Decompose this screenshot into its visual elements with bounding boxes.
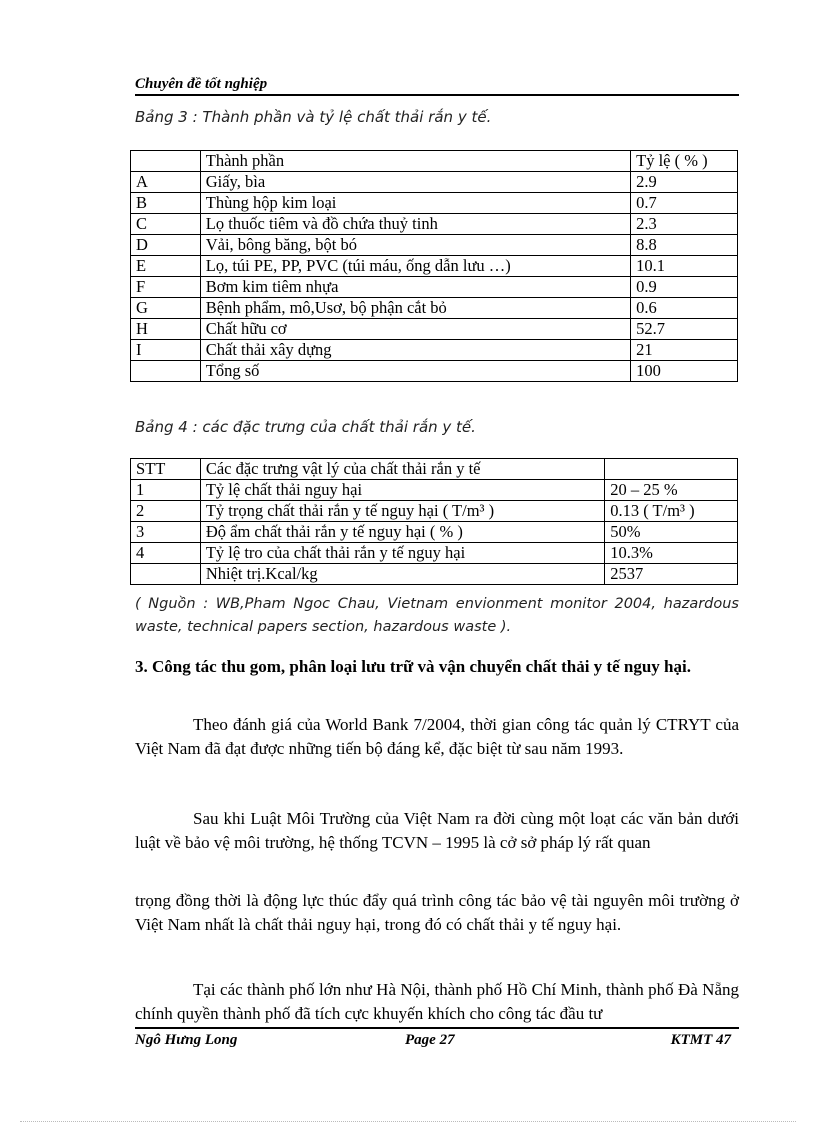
table-cell: Thùng hộp kim loại [200, 193, 630, 214]
table-cell: 0.9 [631, 277, 738, 298]
table-row [131, 522, 738, 543]
footer-class: KTMT 47 [670, 1032, 731, 1048]
page-header: Chuyên đề tốt nghiệp [135, 76, 739, 96]
table3-composition [130, 150, 738, 382]
table-cell: 10.3% [605, 543, 738, 564]
table-row [131, 480, 738, 501]
body-paragraph: Theo đánh giá của World Bank 7/2004, thời gian công tác quản lý CTRYT của Việt Nam đã đạt được những tiến bộ đáng kể, đặc biệt từ sau năm 1993. [135, 715, 739, 758]
table-row [131, 543, 738, 564]
table-cell: Độ ẩm chất thải rắn y tế nguy hại ( % ) [200, 522, 604, 543]
table4-caption: Bảng 4 : các đặc trưng của chất thải rắn y tế. [135, 418, 476, 436]
table-cell [131, 361, 201, 382]
page-footer [135, 1027, 739, 1053]
table-cell: D [131, 235, 201, 256]
table-cell: STT [131, 459, 201, 480]
table-row [131, 501, 738, 522]
footer-author: Ngô Hưng Long [135, 1032, 238, 1048]
table-cell [605, 459, 738, 480]
table-cell: Chất hữu cơ [200, 319, 630, 340]
table-cell: H [131, 319, 201, 340]
body-paragraph: Sau khi Luật Môi Trường của Việt Nam ra đời cùng một loạt các văn bản dưới luật về bảo vệ môi trường, hệ thống TCVN – 1995 là cở sở pháp lý rất quan [135, 809, 739, 852]
table-row [131, 564, 738, 585]
source-citation: ( Nguồn : WB,Pham Ngoc Chau, Vietnam envionment monitor 2004, hazardous waste, technical papers section, hazardous waste ). [135, 596, 739, 635]
table-cell: E [131, 256, 201, 277]
table-cell: F [131, 277, 201, 298]
table-cell: 2537 [605, 564, 738, 585]
table-cell: G [131, 298, 201, 319]
table-cell: 10.1 [631, 256, 738, 277]
table-row [131, 235, 738, 256]
body-paragraph: Tại các thành phố lớn như Hà Nội, thành phố Hồ Chí Minh, thành phố Đà Nẵng chính quyền thành phố đã tích cực khuyến khích cho công tác đầu tư [135, 980, 739, 1023]
table-cell [131, 151, 201, 172]
table-cell: 20 – 25 % [605, 480, 738, 501]
footer-page-number: Page 27 [405, 1032, 455, 1048]
table-cell: C [131, 214, 201, 235]
table-cell: 2 [131, 501, 201, 522]
table-cell: A [131, 172, 201, 193]
table-cell: Tỷ lệ tro của chất thải rắn y tế nguy hại [200, 543, 604, 564]
table-row [131, 319, 738, 340]
table-cell: 50% [605, 522, 738, 543]
table-header-row [131, 459, 738, 480]
table3-caption: Bảng 3 : Thành phần và tỷ lệ chất thải rắn y tế. [135, 108, 492, 126]
table-row [131, 340, 738, 361]
table-cell: 4 [131, 543, 201, 564]
table-cell: 8.8 [631, 235, 738, 256]
table-row [131, 172, 738, 193]
table-cell: Lọ thuốc tiêm và đồ chứa thuỷ tinh [200, 214, 630, 235]
table-total-row [131, 361, 738, 382]
table-cell: Tỷ trọng chất thải rắn y tế nguy hại ( T/m³ ) [200, 501, 604, 522]
table-cell: Chất thải xây dựng [200, 340, 630, 361]
page-edge-divider [20, 1121, 796, 1122]
table-cell: Vải, bông băng, bột bó [200, 235, 630, 256]
table-cell: Bệnh phẩm, mô,Usơ, bộ phận cắt bỏ [200, 298, 630, 319]
table-row [131, 277, 738, 298]
table-cell: 2.3 [631, 214, 738, 235]
table-cell: Giấy, bìa [200, 172, 630, 193]
table-cell: Các đặc trưng vật lý của chất thải rắn y tế [200, 459, 604, 480]
table-row [131, 193, 738, 214]
table-cell [131, 564, 201, 585]
table-cell: 0.6 [631, 298, 738, 319]
table-cell: 1 [131, 480, 201, 501]
table-cell: Thành phần [200, 151, 630, 172]
table-row [131, 256, 738, 277]
table-cell: 2.9 [631, 172, 738, 193]
table-cell: I [131, 340, 201, 361]
table-cell: Tỷ lệ chất thải nguy hại [200, 480, 604, 501]
table-cell: 0.7 [631, 193, 738, 214]
table-cell: 100 [631, 361, 738, 382]
table-header-row [131, 151, 738, 172]
body-paragraph: trọng đồng thời là động lực thúc đẩy quá trình công tác bảo vệ tài nguyên môi trường ở Việt Nam nhất là chất thải nguy hại, trong đó có chất thải y tế nguy hại. [135, 891, 739, 934]
section-heading: 3. Công tác thu gom, phân loại lưu trữ và vận chuyển chất thải y tế nguy hại. [135, 657, 691, 676]
table-row [131, 214, 738, 235]
table-cell: Nhiệt trị.Kcal/kg [200, 564, 604, 585]
table-cell: 21 [631, 340, 738, 361]
table4-characteristics [130, 458, 738, 585]
table-cell: Bơm kim tiêm nhựa [200, 277, 630, 298]
table-cell: Tỷ lệ ( % ) [631, 151, 738, 172]
table-cell: Lọ, túi PE, PP, PVC (túi máu, ống dẫn lưu …) [200, 256, 630, 277]
table-cell: 52.7 [631, 319, 738, 340]
table-cell: Tổng số [200, 361, 630, 382]
table-cell: 3 [131, 522, 201, 543]
table-cell: 0.13 ( T/m³ ) [605, 501, 738, 522]
table-row [131, 298, 738, 319]
table-cell: B [131, 193, 201, 214]
